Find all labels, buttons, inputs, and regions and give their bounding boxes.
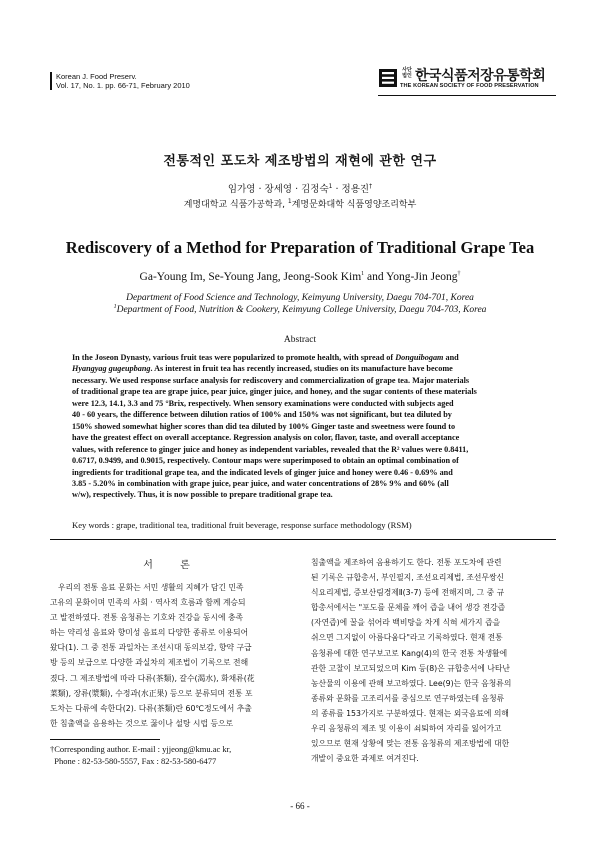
section-heading-introduction: 서 론 [143,560,202,571]
body-text-line: 식요리제법, 증보산림경제Ⅱ(3-7) 등에 전해지며, 그 중 규 [311,588,505,598]
paper-title-en: Rediscovery of a Method for Preparation of Traditional Grape Tea [65,238,535,257]
body-text-line: 있으므로 현재 상황에 맞는 전통 음청류의 제조방법에 대한 [311,739,510,749]
journal-name: Korean J. Food Preserv. [56,72,137,81]
body-text-line: 합총서에서는 "포도를 문체를 깨어 즙을 내어 생강 전강즙 [311,603,506,613]
keywords [72,520,532,530]
keywords-label: Key words : [72,520,117,530]
authors-ko: 임가영 · 장세영 · 김정숙$^1$ · 정용진† [227,182,373,195]
body-text-line: 우리 음청류의 제조 및 이용이 쇠퇴하여 자리를 잃어가고 [311,724,502,734]
affiliation-en-1: Department of Food Science and Technology, Keimyung University, Daegu 704-701, Korea [126,293,474,303]
footnote-corresponding-author: †Corresponding author. E-mail : yjjeong@kmu.ac kr, Phone : 82-53-580-5557, Fax : 82-53-580-6477 [50,744,232,766]
footnote-rule [50,739,160,740]
body-text-line: 된 기록은 규합총서, 부인필지, 조선요리제법, 조선무쌍신 [311,573,505,583]
abstract-line: 3.85 - 5.20% in combination with grape juice, pear juice, and water concentrations of 28% 9% and 60% (all [72,478,449,488]
body-column-right [311,555,556,766]
body-text-line: 쉬으면 그지없이 아름다움다"라고 기록하였다. 현재 전통 [311,633,503,643]
abstract-line: have the greatest effect on overall acceptance. Regression analysis on color, flavor, taste, and overall acceptance [72,433,460,443]
body-text-line: 왔다(1). 그 중 전통 과일차는 조선시대 동의보감, 향약 구급 [50,643,252,653]
body-text-line: 菜類), 장류(漿類), 수정과(水正果) 등으로 분류되며 전통 포 [50,688,253,698]
society-logo [378,66,556,94]
abstract-heading: Abstract [283,335,317,345]
society-name-en: THE KOREAN SOCIETY OF FOOD PRESERVATION [400,83,539,89]
body-text-line: 하는 약리성 음료와 향미성 음료의 다양한 종류로 이용되어 [50,628,249,638]
body-text-line: 도차는 다류에 속한다(2). 다류(茶類)란 60℃정도에서 추출 [50,703,252,713]
abstract-line: 0.6717, 0.9499, and 0.9015, respectively. Contour maps were superimposed to obtain an optimal combination of [72,456,459,466]
abstract-line: values, with reference to ginger juice and honey as independent variables, revealed that the R² values were 0.8411, [72,444,469,454]
body-text-line: 졌다. 그 제조방법에 따라 다류(茶類), 갈수(渴水), 화채류(花 [50,673,255,683]
body-text-line: 개발이 중요한 과제로 여겨진다. [311,754,419,764]
body-text-line: 의 종류를 153가지로 구분하였다. 현재는 외국음료에 의해 [311,708,509,718]
body-text-line: 음청류에 대한 연구보고로 Kang(4)의 한국 전통 차생활에 [311,648,508,658]
abstract-line: In the Joseon Dynasty, various fruit teas were popularized to promote health, with spread of Donguibogam and [72,353,459,362]
journal-citation [50,72,250,90]
abstract-line: were 12.3, 14.1, 3.3 and 75 °Brix, respectively. When sensory examinations were conducted with subjects aged [72,398,454,408]
page-number: - 66 - [290,801,310,811]
abstract-line: ingredients for traditional grape tea, and the indicated levels of ginger juice and honey were 0.46 - 0.69% and [72,467,453,477]
abstract-line: necessary. We used response surface analysis for rediscovery and commercialization of grape tea. Major materials [72,375,470,385]
abstract-line: of traditional grape tea are grape juice, pear juice, ginger juice, and honey, and the sugar contents of these materials [72,387,477,397]
abstract-line: Hyangyag gugeupbang. As interest in fruit tea has recently increased, studies on its manufacture have become [72,364,453,374]
body-text-line: 종류와 문화를 고조리서를 중심으로 연구하였는데 음청류 [311,693,505,703]
body-text-line: 농산물의 이용에 관해 보고하였다. Lee(9)는 한국 음청류의 [311,678,512,688]
authors-en: Ga-Young Im, Se-Young Jang, Jeong-Sook Kim$^1$ and Yong-Jin Jeong† [139,271,461,283]
body-text-line: 한 침출액을 음용하는 것으로 꿇이나 설탕 시럽 등으로 [50,718,234,728]
society-emblem-icon [378,68,398,88]
body-text-line: 방 등의 보급으로 다양한 과실차의 제조법이 기록으로 전해 [50,658,249,668]
body-text-line: 고유의 문화이며 민족의 사회 · 역사적 흐름과 함께 계승되 [50,598,246,608]
body-text-line: 침출액을 제조하여 음용하기도 한다. 전통 포도차에 관련 [311,558,502,567]
journal-volume: Vol. 17, No. 1. pp. 66-71, February 2010 [56,81,190,90]
affiliation-ko: 계명대학교 식품가공학과, $^1$계명문화대학 식품영양조리학부 [183,198,417,210]
abstract-line: 40 - 60 years, the difference between dilution ratios of 100% and 150% was not significant, but tea diluted by [72,410,452,420]
society-tag: 사단 법인 [402,67,412,79]
body-text-line: (자연즙)에 꿀을 섞어라 백비탕을 차게 식혀 세가지 즙을 [311,618,501,628]
abstract-body [72,352,529,501]
body-text-line: 우리의 전통 음료 문화는 서민 생활의 지혜가 담긴 민족 [58,583,244,592]
affiliation-en-2: $^1$Department of Food, Nutrition & Cookery, Keimyung College University, Daegu 704-703, Korea [113,303,487,315]
keywords-text: grape, traditional tea, traditional fruit beverage, response surface methodology (RSM) [116,520,412,530]
keywords-rule [50,539,556,540]
body-text-line: 관한 고찰이 보고되었으며 Kim 등(8)은 규합총서에 나타난 [311,663,510,673]
abstract-line: 150% showed somewhat higher scores than did tea diluted by 100% Ginger taste and sweetness were found to [72,421,456,431]
body-column-left [50,580,295,731]
paper-title-ko: 전통적인 포도차 제조방법의 재현에 관한 연구 [163,154,437,169]
society-name-ko: 한국식품저장유통학회 [415,68,546,84]
abstract-line: w/w), respectively. Thus, it is now possible to prepare traditional grape tea. [72,490,333,500]
body-text-line: 고 발전하였다. 전통 음청류는 기호와 건강을 동시에 충족 [50,613,244,623]
header-rule [378,95,556,96]
